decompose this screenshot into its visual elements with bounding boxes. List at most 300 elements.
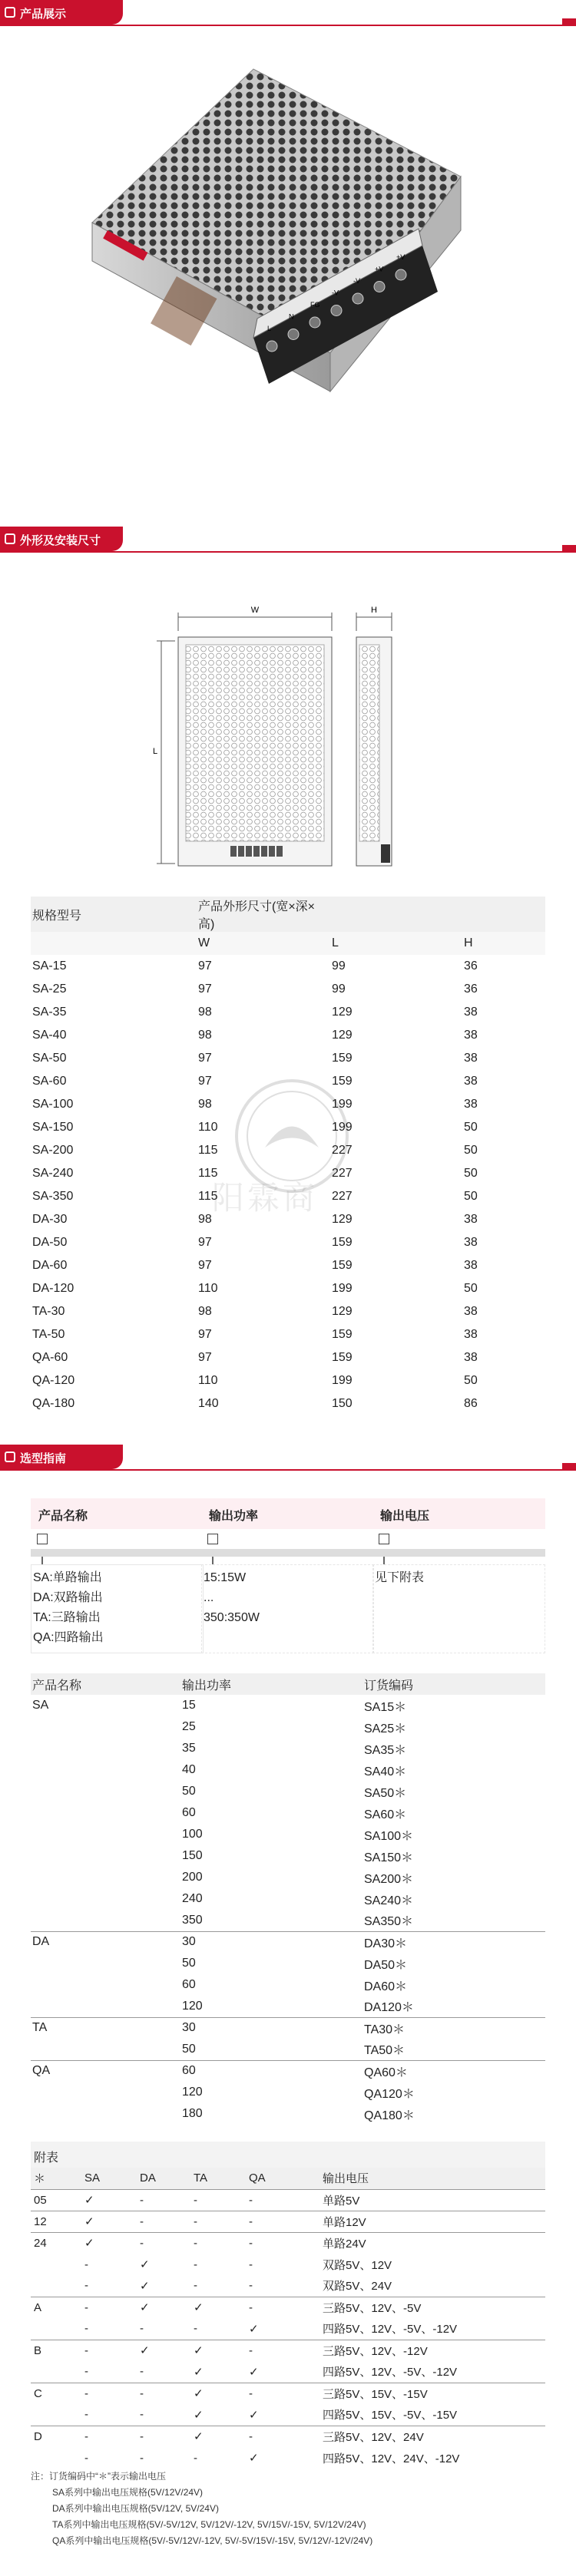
terminal-screw-icon bbox=[331, 305, 342, 316]
table-row bbox=[31, 2060, 545, 2082]
table-row bbox=[31, 1974, 545, 1996]
terminal-icon bbox=[269, 846, 275, 857]
table-cell: ✓ bbox=[249, 2408, 259, 2422]
table-cell: SA200＊ bbox=[364, 1872, 414, 1886]
table-cell: 05 bbox=[34, 2193, 47, 2207]
table-cell: 97 bbox=[198, 1259, 212, 1272]
table-cell: 38 bbox=[464, 1351, 478, 1364]
table-cell: 60 bbox=[182, 1806, 196, 1819]
terminal-label: -V bbox=[353, 277, 360, 285]
table-cell: 60 bbox=[180, 2060, 362, 2082]
table-cell: - bbox=[194, 2193, 197, 2207]
table-cell: - bbox=[246, 2211, 319, 2232]
table-cell: SA60＊ bbox=[364, 1808, 407, 1821]
section-title: 选型指南 bbox=[20, 1452, 67, 1465]
table-row bbox=[31, 1931, 545, 1953]
table-cell bbox=[31, 1996, 180, 2017]
guide-line: TA:三路输出 bbox=[33, 1611, 101, 1624]
guide-line: SA:单路输出 bbox=[33, 1571, 102, 1584]
table-cell bbox=[31, 2447, 81, 2469]
table-row bbox=[31, 1047, 545, 1070]
table-cell: - bbox=[194, 2322, 197, 2336]
table-cell: - bbox=[84, 2322, 88, 2336]
table-cell bbox=[31, 1781, 180, 1802]
watermark-text: 阳霖商 bbox=[212, 1179, 319, 1217]
guide-head: 输出电压 bbox=[372, 1498, 545, 1529]
section-header-dimensions bbox=[0, 527, 576, 554]
table-cell: 97 bbox=[198, 1075, 212, 1088]
table-cell: ✓ bbox=[190, 2383, 246, 2404]
table-cell: - bbox=[246, 2340, 319, 2361]
table-row bbox=[31, 2254, 545, 2275]
table-cell: SA350＊ bbox=[364, 1915, 414, 1929]
note-line: DA系列中输出电压规格(5V/12V, 5V/24V) bbox=[52, 2503, 219, 2514]
table-cell: - bbox=[81, 2340, 137, 2361]
table-cell: ✓ bbox=[140, 2258, 150, 2271]
table-cell: 140 bbox=[198, 1397, 219, 1410]
table-cell: 159 bbox=[332, 1328, 353, 1341]
table-header-cell bbox=[31, 932, 197, 955]
table-cell: ✓ bbox=[190, 2340, 246, 2361]
table-cell: 159 bbox=[332, 1052, 353, 1065]
terminal-icon bbox=[253, 846, 260, 857]
table-cell: - bbox=[84, 2408, 88, 2422]
table-cell: 129 bbox=[332, 1006, 353, 1019]
table-cell: ✓ bbox=[137, 2297, 190, 2318]
table-cell: 150 bbox=[332, 1397, 353, 1410]
table-cell: 97 bbox=[198, 1236, 212, 1249]
table-cell: 180 bbox=[182, 2107, 203, 2120]
box-icon bbox=[5, 1451, 15, 1462]
table-cell: 38 bbox=[464, 1236, 478, 1249]
table-header-cell: H bbox=[462, 932, 545, 955]
order-code-table bbox=[31, 1673, 545, 2125]
table-cell: 三路5V、12V、-5V bbox=[319, 2297, 545, 2318]
appendix-title: 附表 bbox=[31, 2142, 545, 2168]
table-row bbox=[31, 1888, 545, 1910]
table-cell: SA-240 bbox=[32, 1167, 74, 1180]
table-cell bbox=[31, 1845, 180, 1867]
table-cell: 99 bbox=[332, 959, 346, 973]
table-cell: 30 bbox=[180, 2017, 362, 2039]
table-cell: 227 bbox=[332, 1190, 353, 1203]
note-line: QA系列中输出电压规格(5V/-5V/12V/-12V, 5V/-5V/15V/-15V, 5V/12V/-12V/24V) bbox=[52, 2535, 373, 2546]
table-cell: SA40＊ bbox=[364, 1765, 407, 1778]
table-cell: - bbox=[81, 2426, 137, 2447]
table-cell: 86 bbox=[464, 1397, 478, 1410]
table-row bbox=[31, 2211, 545, 2232]
terminal-icon bbox=[261, 846, 267, 857]
table-cell: - bbox=[249, 2279, 253, 2293]
terminal-label: FG bbox=[310, 301, 320, 309]
table-header-cell: 输出功率 bbox=[180, 1673, 362, 1695]
table-cell: DA30＊ bbox=[362, 1931, 545, 1953]
table-cell: 159 bbox=[332, 1259, 353, 1272]
checkbox-placeholder-icon bbox=[207, 1534, 218, 1544]
l-label: L bbox=[152, 747, 158, 756]
table-cell: D bbox=[31, 2426, 81, 2447]
table-cell: 38 bbox=[464, 1098, 478, 1111]
table-cell: 110 bbox=[198, 1282, 218, 1295]
table-cell bbox=[31, 2103, 180, 2125]
table-cell: 98 bbox=[198, 1098, 212, 1111]
checkbox-placeholder-icon bbox=[379, 1534, 389, 1544]
table-cell: 38 bbox=[464, 1029, 478, 1042]
table-row bbox=[31, 2447, 545, 2469]
table-header-cell: 产品外形尺寸(宽×深×高) bbox=[197, 897, 330, 932]
appendix bbox=[31, 2142, 545, 2469]
table-header-row bbox=[31, 932, 545, 955]
table-row bbox=[31, 1781, 545, 1802]
table-cell: ✓ bbox=[84, 2194, 94, 2207]
table-row bbox=[31, 1369, 545, 1392]
guide-col-power bbox=[201, 1498, 374, 1653]
guide-head: 产品名称 bbox=[31, 1498, 204, 1529]
table-cell bbox=[31, 1738, 180, 1759]
table-cell: 199 bbox=[332, 1282, 353, 1295]
table-cell: 129 bbox=[332, 1029, 353, 1042]
table-cell: 159 bbox=[332, 1351, 353, 1364]
table-cell: 38 bbox=[464, 1305, 478, 1318]
table-cell: TA bbox=[31, 2017, 180, 2039]
table-header-cell: TA bbox=[190, 2168, 246, 2189]
section-header-product bbox=[0, 0, 576, 28]
table-cell: 四路5V、12V、24V、-12V bbox=[323, 2452, 460, 2465]
w-label: W bbox=[250, 606, 260, 615]
table-cell: 50 bbox=[182, 1785, 196, 1798]
guide-line: ... bbox=[204, 1591, 214, 1604]
table-cell: DA60＊ bbox=[364, 1980, 408, 1993]
terminal-label: L bbox=[267, 325, 272, 332]
table-cell: TA-30 bbox=[32, 1305, 65, 1318]
table-cell: QA180＊ bbox=[364, 2109, 415, 2122]
table-cell: ✓ bbox=[249, 2322, 259, 2336]
table-cell: 115 bbox=[198, 1190, 218, 1203]
table-cell: SA-15 bbox=[32, 959, 67, 973]
table-cell: 50 bbox=[182, 1957, 196, 1970]
table-row bbox=[31, 2340, 545, 2361]
h-label: H bbox=[371, 606, 377, 615]
table-row bbox=[31, 1254, 545, 1277]
table-row bbox=[31, 1824, 545, 1845]
table-cell: - bbox=[84, 2279, 88, 2293]
section-title: 外形及安装尺寸 bbox=[20, 534, 101, 547]
table-cell: 35 bbox=[182, 1742, 196, 1755]
table-cell: 120 bbox=[182, 2086, 203, 2099]
table-cell: 350 bbox=[182, 1913, 203, 1927]
table-header-cell: 产品名称 bbox=[31, 1673, 180, 1695]
table-cell: ✓ bbox=[249, 2452, 259, 2465]
terminal-label: -V bbox=[332, 289, 339, 297]
table-cell bbox=[31, 1802, 180, 1824]
table-cell bbox=[31, 1888, 180, 1910]
table-row bbox=[31, 1695, 545, 1716]
table-cell bbox=[31, 1910, 180, 1931]
table-cell: 12 bbox=[31, 2211, 81, 2232]
table-cell: 40 bbox=[182, 1763, 196, 1776]
guide-line: 15:15W bbox=[204, 1571, 247, 1584]
table-cell: QA60＊ bbox=[362, 2060, 545, 2082]
table-cell: 36 bbox=[464, 983, 478, 996]
table-cell: - bbox=[140, 2451, 144, 2465]
selection-guide bbox=[31, 1498, 545, 1652]
table-cell: 50 bbox=[464, 1190, 478, 1203]
guide-body bbox=[31, 1564, 204, 1653]
table-header-cell: W bbox=[197, 932, 330, 955]
table-cell: 38 bbox=[464, 1328, 478, 1341]
table-cell: 97 bbox=[198, 1052, 212, 1065]
table-cell: QA-120 bbox=[32, 1374, 75, 1387]
table-row bbox=[31, 2383, 545, 2404]
section-header-selection bbox=[0, 1445, 576, 1472]
table-cell bbox=[31, 1759, 180, 1781]
guide-line: 见下附表 bbox=[375, 1571, 425, 1584]
guide-line: QA:四路输出 bbox=[33, 1631, 104, 1644]
table-cell: 双路5V、12V bbox=[323, 2258, 392, 2272]
terminal-label: +V bbox=[375, 265, 384, 273]
table-header-cell: 订货编码 bbox=[362, 1673, 545, 1695]
table-header-cell bbox=[462, 897, 545, 932]
table-cell: 115 bbox=[198, 1167, 218, 1180]
table-cell: 200 bbox=[182, 1871, 203, 1884]
table-row bbox=[31, 2275, 545, 2297]
table-cell: 单路24V bbox=[319, 2232, 545, 2254]
table-cell: - bbox=[246, 2232, 319, 2254]
terminal-screw-icon bbox=[310, 317, 320, 328]
table-cell: - bbox=[137, 2383, 190, 2404]
table-cell: - bbox=[140, 2322, 144, 2336]
table-cell: ✓ bbox=[137, 2340, 190, 2361]
table-cell: 四路5V、12V、-5V、-12V bbox=[323, 2323, 458, 2337]
table-row bbox=[31, 2297, 545, 2318]
table-cell: 159 bbox=[332, 1236, 353, 1249]
terminal-screw-icon bbox=[266, 341, 277, 352]
table-header-row bbox=[31, 1673, 545, 1695]
table-cell: - bbox=[194, 2451, 197, 2465]
table-row bbox=[31, 1392, 545, 1415]
table-cell: 38 bbox=[464, 1006, 478, 1019]
guide-col-voltage bbox=[372, 1498, 545, 1653]
table-cell: - bbox=[194, 2279, 197, 2293]
table-cell: SA bbox=[32, 1699, 49, 1712]
table-cell: - bbox=[84, 2365, 88, 2379]
table-cell: ✓ bbox=[249, 2365, 259, 2379]
table-cell: SA25＊ bbox=[364, 1722, 407, 1735]
table-cell: QA bbox=[31, 2060, 180, 2082]
table-row bbox=[31, 1323, 545, 1346]
table-row bbox=[31, 1738, 545, 1759]
table-cell: C bbox=[31, 2383, 81, 2404]
table-row bbox=[31, 1845, 545, 1867]
table-cell: 98 bbox=[198, 1305, 212, 1318]
table-cell: DA bbox=[31, 1931, 180, 1953]
table-header-cell: SA bbox=[81, 2168, 137, 2189]
table-cell: TA50＊ bbox=[364, 2044, 406, 2058]
table-cell: ✓ bbox=[194, 2365, 204, 2379]
table-cell: 115 bbox=[198, 1144, 218, 1157]
table-row bbox=[31, 1867, 545, 1888]
table-cell: ✓ bbox=[190, 2426, 246, 2447]
table-row bbox=[31, 1231, 545, 1254]
table-cell: SA150＊ bbox=[364, 1851, 414, 1864]
table-cell: SA50＊ bbox=[364, 1786, 407, 1800]
table-cell bbox=[31, 1824, 180, 1845]
table-row bbox=[31, 1910, 545, 1931]
table-cell: DA50＊ bbox=[364, 1958, 408, 1972]
table-cell: - bbox=[246, 2383, 319, 2404]
table-cell: - bbox=[249, 2193, 253, 2207]
table-cell: DA120＊ bbox=[364, 2001, 414, 2015]
dimension-drawing bbox=[115, 583, 430, 890]
table-cell: A bbox=[31, 2297, 81, 2318]
table-cell: SA-350 bbox=[32, 1190, 74, 1203]
terminal-icon bbox=[276, 846, 283, 857]
table-cell: - bbox=[81, 2383, 137, 2404]
table-cell bbox=[31, 2254, 81, 2275]
guide-head: 输出功率 bbox=[201, 1498, 374, 1529]
table-cell: SA-25 bbox=[32, 983, 67, 996]
table-cell: 97 bbox=[198, 1328, 212, 1341]
table-cell: - bbox=[140, 2193, 144, 2207]
notes bbox=[31, 2469, 545, 2549]
table-cell bbox=[31, 2404, 81, 2426]
table-cell: B bbox=[31, 2340, 81, 2361]
table-cell: SA-100 bbox=[32, 1098, 74, 1111]
table-header-cell: QA bbox=[246, 2168, 319, 2189]
table-header-cell bbox=[330, 897, 462, 932]
table-cell: - bbox=[140, 2408, 144, 2422]
note-line: SA系列中输出电压规格(5V/12V/24V) bbox=[52, 2487, 204, 2498]
table-cell: 199 bbox=[332, 1374, 353, 1387]
table-row bbox=[31, 1300, 545, 1323]
table-cell: ✓ bbox=[194, 2408, 204, 2422]
table-cell: 三路5V、12V、-12V bbox=[319, 2340, 545, 2361]
table-cell: - bbox=[140, 2365, 144, 2379]
table-header-cell: DA bbox=[137, 2168, 190, 2189]
table-row bbox=[31, 2404, 545, 2426]
table-cell: 36 bbox=[464, 959, 478, 973]
table-row bbox=[31, 2318, 545, 2340]
table-cell: 99 bbox=[332, 983, 346, 996]
guide-line: DA:双路输出 bbox=[33, 1591, 103, 1604]
table-row bbox=[31, 1953, 545, 1974]
table-cell: 38 bbox=[464, 1052, 478, 1065]
table-cell: 50 bbox=[182, 2042, 196, 2056]
table-cell: 38 bbox=[464, 1213, 478, 1226]
table-cell: ✓ bbox=[190, 2297, 246, 2318]
terminal-screw-icon bbox=[288, 329, 299, 340]
table-cell: 240 bbox=[182, 1892, 203, 1905]
box-icon bbox=[5, 7, 15, 18]
table-cell: 97 bbox=[198, 959, 212, 973]
terminal-label: +V bbox=[396, 253, 406, 261]
table-row bbox=[31, 1277, 545, 1300]
box-icon bbox=[5, 533, 15, 544]
terminal-icon bbox=[230, 846, 237, 857]
table-cell: SA-40 bbox=[32, 1029, 67, 1042]
table-cell: 50 bbox=[464, 1167, 478, 1180]
terminal-icon bbox=[238, 846, 244, 857]
table-row bbox=[31, 2082, 545, 2103]
terminal-label: N bbox=[289, 312, 294, 321]
table-cell: 30 bbox=[180, 1931, 362, 1953]
table-cell: 110 bbox=[198, 1121, 218, 1134]
table-cell: ✓ bbox=[81, 2232, 137, 2254]
table-cell: 100 bbox=[182, 1828, 203, 1841]
table-cell: 单路12V bbox=[319, 2211, 545, 2232]
table-cell bbox=[31, 1953, 180, 1974]
table-cell: SA-50 bbox=[32, 1052, 67, 1065]
table-row bbox=[31, 1024, 545, 1047]
table-cell: - bbox=[81, 2297, 137, 2318]
table-cell: - bbox=[137, 2426, 190, 2447]
table-header-cell: 输出电压 bbox=[319, 2168, 545, 2189]
table-cell bbox=[31, 1974, 180, 1996]
table-cell: SA-150 bbox=[32, 1121, 74, 1134]
product-image bbox=[61, 54, 515, 453]
section-title: 产品展示 bbox=[20, 8, 67, 21]
table-cell bbox=[31, 2361, 81, 2383]
table-header-row bbox=[31, 2168, 545, 2189]
table-cell: 三路5V、12V、24V bbox=[319, 2426, 545, 2447]
note-line: 注：订货编码中“＊”表示输出电压 bbox=[31, 2471, 166, 2482]
table-cell: SA240＊ bbox=[364, 1894, 414, 1907]
table-cell bbox=[31, 2275, 81, 2297]
table-cell: TA-50 bbox=[32, 1328, 65, 1341]
table-cell: - bbox=[137, 2211, 190, 2232]
table-cell: 159 bbox=[332, 1075, 353, 1088]
table-cell: 199 bbox=[332, 1098, 353, 1111]
table-cell: DA-120 bbox=[32, 1282, 74, 1295]
table-cell: - bbox=[137, 2232, 190, 2254]
guide-col-name bbox=[31, 1498, 204, 1653]
note-line: TA系列中输出电压规格(5V/-5V/12V, 5V/12V/-12V, 5V/15V/-15V, 5V/12V/24V) bbox=[52, 2519, 366, 2530]
table-cell: TA30＊ bbox=[362, 2017, 545, 2039]
table-cell: 97 bbox=[198, 1351, 212, 1364]
table-row bbox=[31, 2189, 545, 2211]
table-cell: SA35＊ bbox=[364, 1743, 407, 1757]
table-row bbox=[31, 2103, 545, 2125]
table-cell: 15 bbox=[182, 1699, 196, 1712]
terminal-screw-icon bbox=[396, 269, 406, 280]
table-cell: DA-60 bbox=[32, 1259, 68, 1272]
table-row bbox=[31, 1759, 545, 1781]
table-row bbox=[31, 1802, 545, 1824]
table-cell: 四路5V、12V、-5V、-12V bbox=[323, 2366, 458, 2379]
table-cell: - bbox=[246, 2297, 319, 2318]
table-cell: 98 bbox=[198, 1006, 212, 1019]
terminal-screw-icon bbox=[353, 293, 363, 304]
table-cell: 24 bbox=[31, 2232, 81, 2254]
guide-body bbox=[372, 1564, 545, 1653]
table-cell: 38 bbox=[464, 1075, 478, 1088]
table-cell: - bbox=[246, 2426, 319, 2447]
terminal-icon bbox=[246, 846, 252, 857]
table-cell: SA-200 bbox=[32, 1144, 74, 1157]
table-cell: 129 bbox=[332, 1213, 353, 1226]
table-cell: SA100＊ bbox=[364, 1829, 414, 1843]
table-cell: 50 bbox=[464, 1144, 478, 1157]
table-cell: 98 bbox=[198, 1029, 212, 1042]
table-cell: 227 bbox=[332, 1167, 353, 1180]
table-cell: - bbox=[194, 2257, 197, 2271]
table-row bbox=[31, 2017, 545, 2039]
table-cell: QA-60 bbox=[32, 1351, 68, 1364]
table-cell bbox=[31, 2039, 180, 2060]
table-cell: 199 bbox=[332, 1121, 353, 1134]
table-cell: 110 bbox=[198, 1374, 218, 1387]
table-cell: 150 bbox=[182, 1849, 203, 1862]
